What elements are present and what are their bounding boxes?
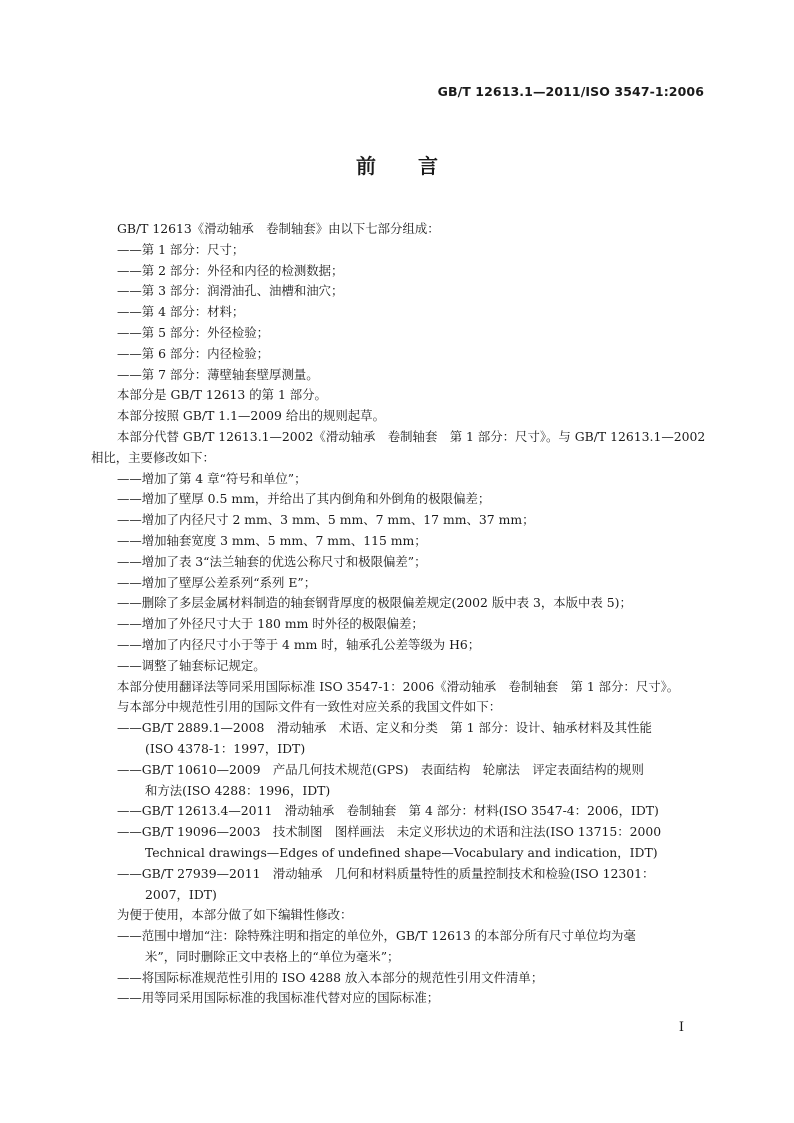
body-line: ——删除了多层金属材料制造的轴套钢背厚度的极限偏差规定(2002 版中表 3，本版中表 5)； [117, 595, 632, 611]
body-line: 和方法(ISO 4288：1996，IDT) [145, 782, 331, 798]
body-line: 本部分是 GB/T 12613 的第 1 部分。 [117, 387, 327, 403]
body-line: ——第 5 部分：外径检验； [117, 324, 270, 340]
body-line: ——增加了外径尺寸大于 180 mm 时外径的极限偏差； [117, 616, 424, 632]
body-line: 为便于使用，本部分做了如下编辑性修改： [117, 907, 353, 923]
body-line: ——范围中增加“注：除特殊注明和指定的单位外，GB/T 12613 的本部分所有尺寸单位均为毫 [117, 928, 636, 944]
body-line: ——GB/T 10610—2009 产品几何技术规范(GPS) 表面结构 轮廓法 评定表面结构的规则 [117, 761, 644, 777]
body-line: ——第 2 部分：外径和内径的检测数据； [117, 262, 344, 278]
page-number: I [678, 1020, 684, 1035]
body-line: 本部分按照 GB/T 1.1—2009 给出的规则起草。 [117, 408, 385, 424]
body-line: ——增加了第 4 章“符号和单位”； [117, 470, 307, 486]
page-title: 前言 [356, 154, 480, 178]
body-line: ——GB/T 19096—2003 技术制图 图样画法 未定义形状边的术语和注法(ISO 13715：2000 [117, 824, 662, 840]
body-line: ——第 4 部分：材料； [117, 304, 245, 320]
body-line: 本部分使用翻译法等同采用国际标准 ISO 3547-1：2006《滑动轴承 卷制轴套 第 1 部分：尺寸》。 [117, 678, 680, 694]
body-line: 米”，同时删除正文中表格上的“单位为毫米”； [145, 948, 400, 964]
body-line: 2007，IDT) [145, 886, 217, 902]
standard-code-header: GB/T 12613.1—2011/ISO 3547-1:2006 [437, 84, 704, 99]
body-line: ——增加了壁厚公差系列“系列 E”； [117, 574, 317, 590]
body-line: ——第 7 部分：薄壁轴套壁厚测量。 [117, 366, 319, 382]
body-line: ——第 1 部分：尺寸； [117, 241, 245, 257]
body-line: ——GB/T 12613.4—2011 滑动轴承 卷制轴套 第 4 部分：材料(ISO 3547-4：2006，IDT) [117, 803, 659, 819]
body-line: ——将国际标准规范性引用的 ISO 4288 放入本部分的规范性引用文件清单； [117, 969, 544, 985]
body-line: ——增加了内径尺寸小于等于 4 mm 时，轴承孔公差等级为 H6； [117, 636, 481, 652]
body-line: ——第 3 部分：润滑油孔、油槽和油穴； [117, 283, 344, 299]
body-line: ——增加了表 3“法兰轴套的优选公称尺寸和极限偏差”； [117, 553, 427, 569]
body-line: (ISO 4378-1：1997，IDT) [145, 740, 306, 756]
body-line: 本部分代替 GB/T 12613.1—2002《滑动轴承 卷制轴套 第 1 部分：尺寸》。与 GB/T 12613.1—2002 [117, 428, 705, 444]
foreword-body [91, 219, 705, 1009]
body-line: ——第 6 部分：内径检验； [117, 345, 270, 361]
body-line: ——增加了壁厚 0.5 mm，并给出了其内倒角和外倒角的极限偏差； [117, 491, 491, 507]
body-line: GB/T 12613《滑动轴承 卷制轴套》由以下七部分组成： [117, 221, 440, 236]
body-line: 相比，主要修改如下： [91, 449, 215, 465]
body-line: ——调整了轴套标记规定。 [117, 657, 266, 673]
body-line: ——增加轴套宽度 3 mm、5 mm、7 mm、115 mm； [117, 532, 427, 548]
body-line: 与本部分中规范性引用的国际文件有一致性对应关系的我国文件如下： [117, 699, 502, 715]
body-line: ——增加了内径尺寸 2 mm、3 mm、5 mm、7 mm、17 mm、37 mm； [117, 512, 535, 528]
body-line: Technical drawings—Edges of undefined shape—Vocabulary and indication，IDT) [145, 844, 658, 860]
body-line: ——GB/T 27939—2011 滑动轴承 几何和材料质量特性的质量控制技术和检验(ISO 12301： [117, 865, 655, 881]
body-line: ——用等同采用国际标准的我国标准代替对应的国际标准； [117, 990, 440, 1006]
body-line: ——GB/T 2889.1—2008 滑动轴承 术语、定义和分类 第 1 部分：设计、轴承材料及其性能 [117, 720, 652, 736]
